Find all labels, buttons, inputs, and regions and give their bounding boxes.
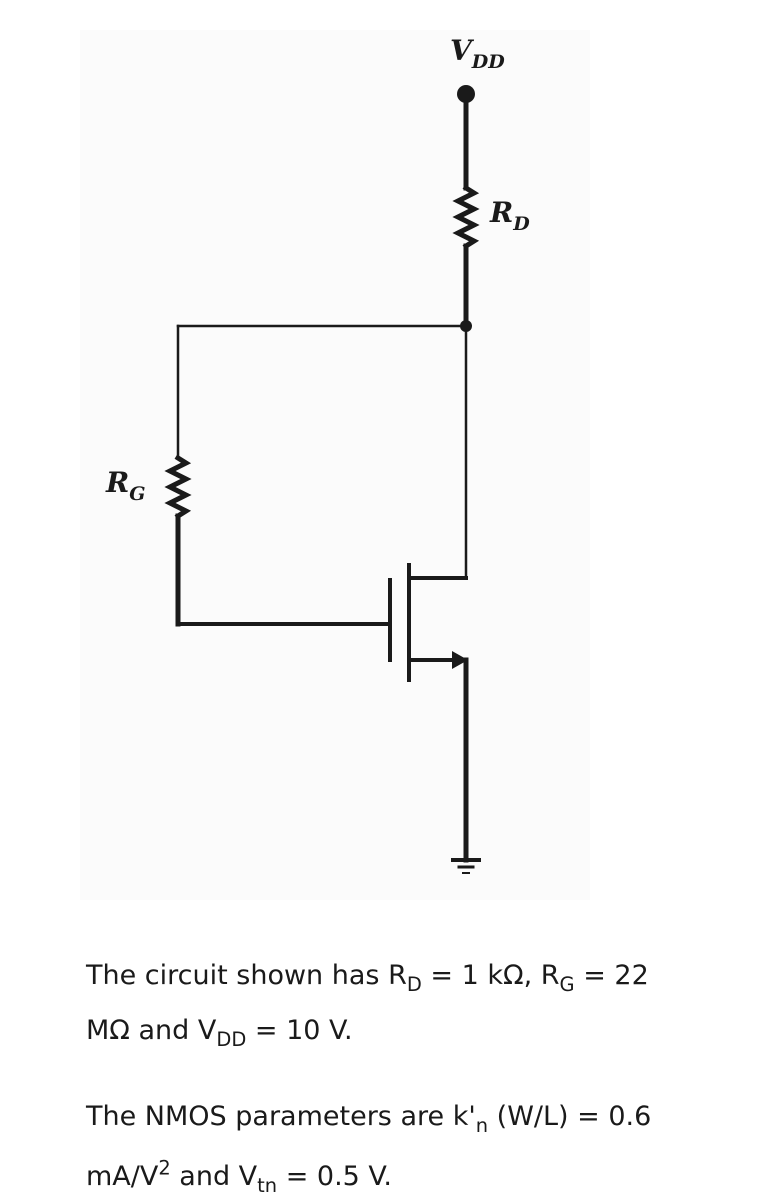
circuit-values-line-2: MΩ and $V_{DD} = 10$ V. [86, 1015, 353, 1051]
nmos-params-line-2: $mA/V^2$ and $V_{tn} = 0.5$ V. [86, 1156, 392, 1197]
diagram-background [80, 30, 590, 900]
circuit-values-line-1: The circuit shown has $R_D = 1$ kΩ, $R_G = 22$ [86, 960, 649, 996]
vdd-label: $V_{DD}$ [450, 34, 505, 73]
rd-label: $R_D$ [490, 196, 530, 235]
rg-label: $R_G$ [106, 466, 146, 505]
nmos-params-line-1: The NMOS parameters are $k'_n$ (W/L) = 0.6 [86, 1101, 652, 1137]
